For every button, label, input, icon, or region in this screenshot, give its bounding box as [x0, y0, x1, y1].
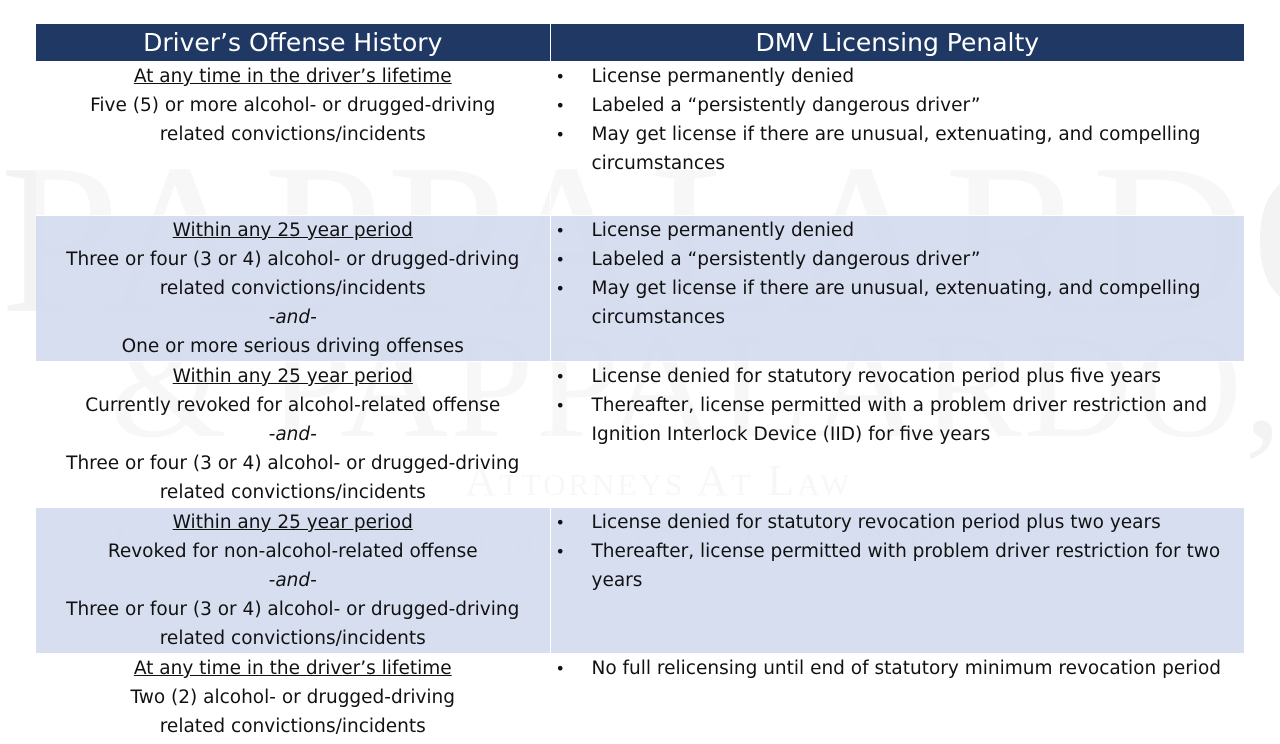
bullet-icon: •	[555, 542, 565, 561]
offense-history-cell	[36, 62, 550, 216]
penalty-item: • Labeled a “persistently dangerous driver”	[551, 245, 1235, 274]
period-label: At any time in the driver’s lifetime	[133, 66, 452, 87]
offense-history-cell	[36, 362, 550, 508]
bullet-icon: •	[555, 250, 565, 269]
offense-history-cell	[36, 654, 550, 744]
penalty-item: • License denied for statutory revocation period plus two years	[551, 508, 1235, 537]
penalty-item: • May get license if there are unusual, extenuating, and compelling circumstances	[551, 274, 1235, 332]
table-row	[36, 654, 1244, 744]
penalty-cell	[550, 62, 1244, 216]
penalty-cell	[550, 654, 1244, 744]
offense-line: Five (5) or more alcohol- or drugged-driving	[90, 95, 496, 116]
bullet-icon: •	[555, 279, 565, 298]
offense-line: related convictions/incidents	[159, 124, 426, 145]
offense-history-cell	[36, 508, 550, 654]
penalty-item: • License permanently denied	[551, 62, 1235, 91]
penalty-item: • Thereafter, license permitted with a problem driver restriction and Ignition Interlock Device (IID) for five years	[551, 391, 1235, 449]
penalty-cell	[550, 508, 1244, 654]
bullet-icon: •	[555, 96, 565, 115]
bullet-icon: •	[555, 67, 565, 86]
offense-line: Three or four (3 or 4) alcohol- or drugged-driving	[66, 599, 520, 620]
bullet-icon: •	[555, 367, 565, 386]
period-label: Within any 25 year period	[172, 220, 413, 241]
bullet-icon: •	[555, 125, 565, 144]
offense-line: related convictions/incidents	[159, 278, 426, 299]
offense-line: Three or four (3 or 4) alcohol- or drugged-driving	[66, 453, 520, 474]
bullet-icon: •	[555, 513, 565, 532]
penalty-item: • License permanently denied	[551, 216, 1235, 245]
header-offense-history: Driver’s Offense History	[36, 24, 550, 62]
penalty-item: • No full relicensing until end of statutory minimum revocation period	[551, 654, 1235, 683]
offense-history-cell	[36, 216, 550, 362]
offense-line: related convictions/incidents	[159, 716, 426, 737]
offense-line: Two (2) alcohol- or drugged-driving	[130, 687, 456, 708]
header-licensing-penalty: DMV Licensing Penalty	[550, 24, 1244, 62]
period-label: At any time in the driver’s lifetime	[133, 658, 452, 679]
bullet-icon: •	[555, 659, 565, 678]
penalty-item: • Thereafter, license permitted with problem driver restriction for two years	[551, 537, 1235, 595]
table-row	[36, 216, 1244, 362]
bullet-icon: •	[555, 396, 565, 415]
offense-line: related convictions/incidents	[159, 482, 426, 503]
offense-line: Currently revoked for alcohol-related offense	[85, 395, 501, 416]
period-label: Within any 25 year period	[172, 366, 413, 387]
penalty-item: • License denied for statutory revocation period plus five years	[551, 362, 1235, 391]
offense-line: Revoked for non-alcohol-related offense	[107, 541, 478, 562]
penalty-cell	[550, 362, 1244, 508]
conjunction-label: -and-	[268, 307, 317, 328]
conjunction-label: -and-	[268, 570, 317, 591]
conjunction-label: -and-	[268, 424, 317, 445]
bullet-icon: •	[555, 221, 565, 240]
offense-line: related convictions/incidents	[159, 628, 426, 649]
table-header-row	[36, 24, 1244, 62]
offense-line: One or more serious driving offenses	[121, 336, 464, 357]
penalty-table	[36, 24, 1244, 744]
penalty-cell	[550, 216, 1244, 362]
offense-line: Three or four (3 or 4) alcohol- or drugged-driving	[66, 249, 520, 270]
period-label: Within any 25 year period	[172, 512, 413, 533]
table-row	[36, 362, 1244, 508]
penalty-item: • May get license if there are unusual, extenuating, and compelling circumstances	[551, 120, 1235, 178]
table-row	[36, 508, 1244, 654]
penalty-item: • Labeled a “persistently dangerous driver”	[551, 91, 1235, 120]
table-row	[36, 62, 1244, 216]
